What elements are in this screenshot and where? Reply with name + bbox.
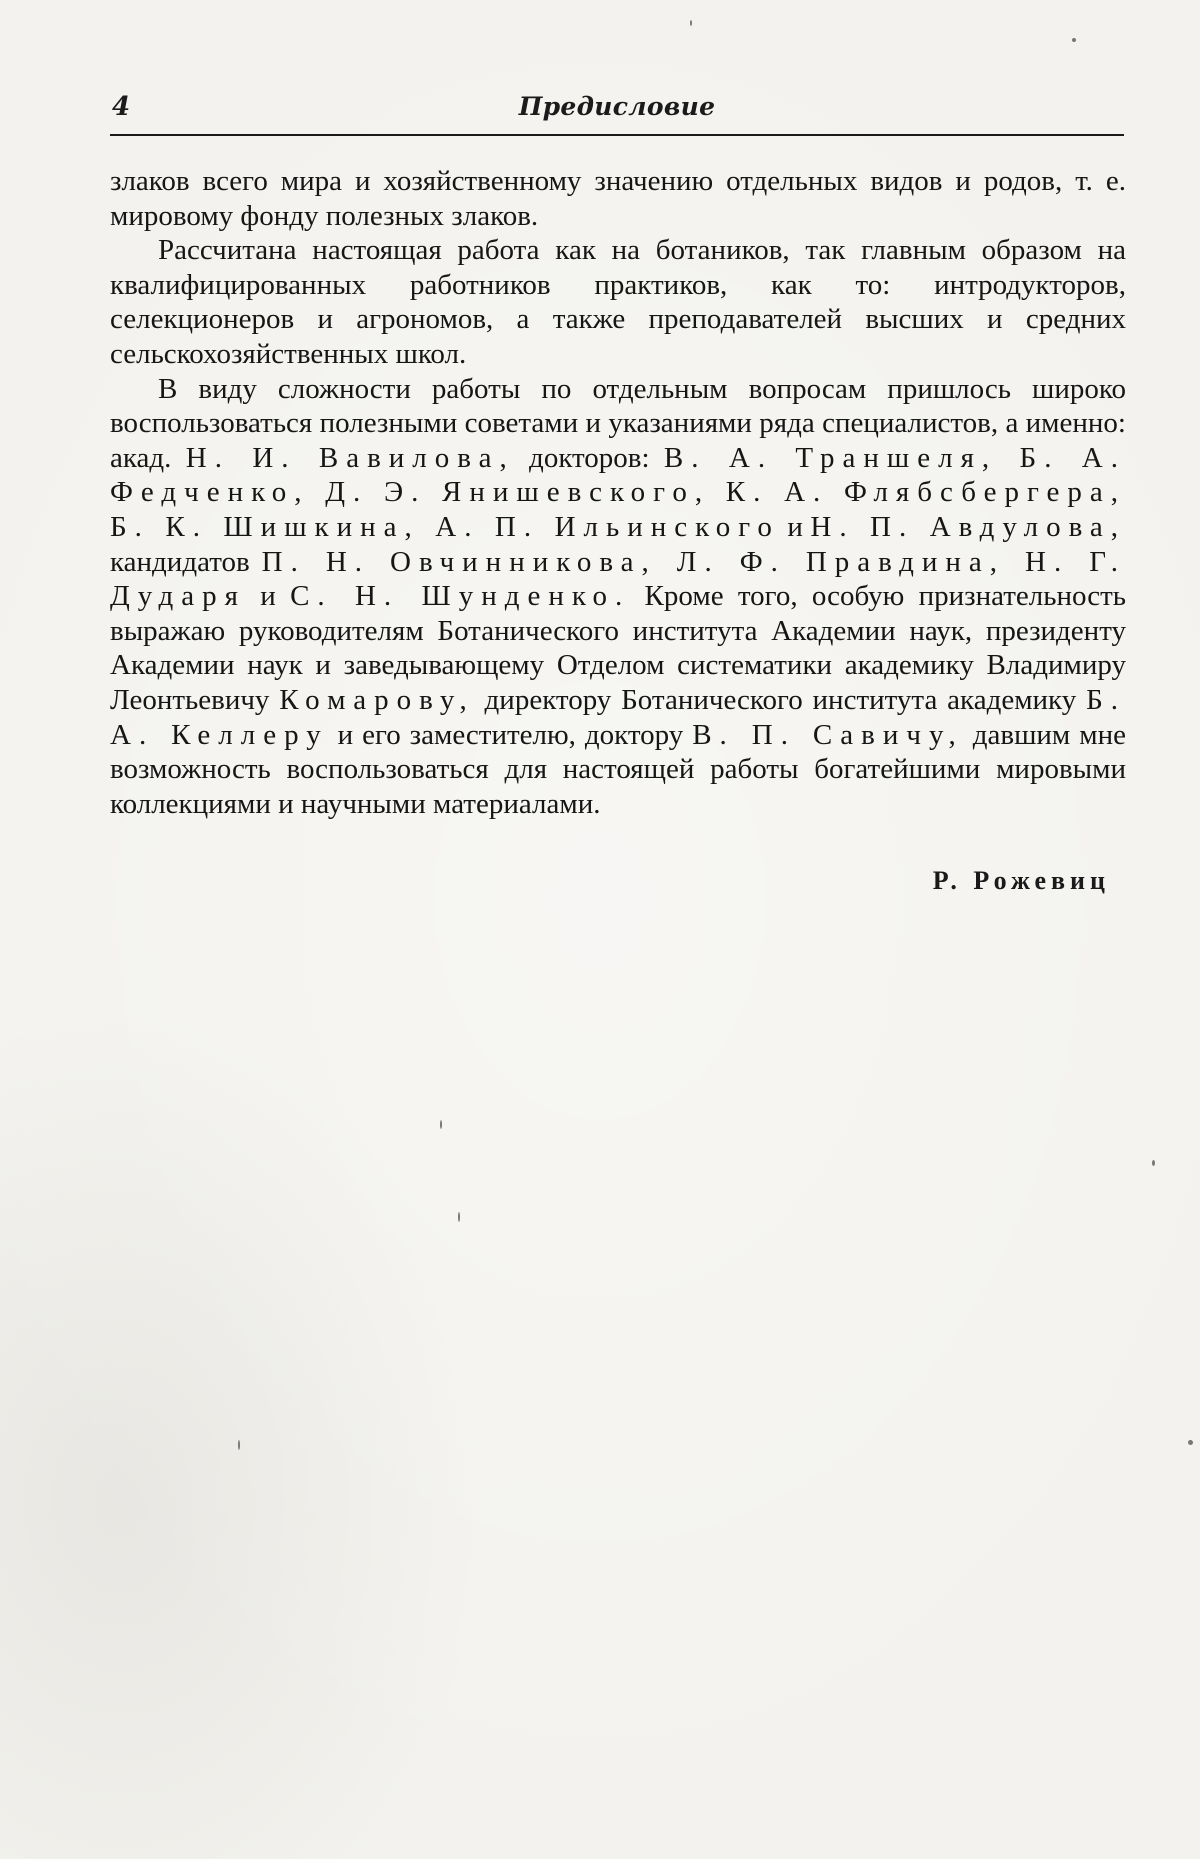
page-header — [110, 88, 1124, 136]
paper-speck — [458, 1212, 460, 1222]
paragraph-3-text-6: Кроме того, особую признательность выражаю руководителям Ботанического института Академии наук, президенту Академии наук и заведывающему Отделом систематики академику Владимиру Леонтьевичу — [110, 580, 1126, 716]
preface-text — [110, 164, 1126, 821]
name-vavilov: Н. И. Вавилова, — [185, 441, 515, 474]
paragraph-3 — [110, 372, 1126, 822]
paragraph-3-text-5: и — [245, 580, 291, 613]
paragraph-3-text-4: кандидатов — [110, 545, 262, 578]
author-signature: Р. Рожевиц — [932, 866, 1110, 895]
names-doctors: В. А. Траншеля, Б. А. Федченко, Д. Э. Янишевского, К. А. Флябсбергера, Б. К. Шишкина, А. П. Ильинского — [110, 441, 1126, 543]
name-avdulov: Н. П. Авдулова, — [810, 510, 1127, 543]
page-number: 4 — [112, 92, 131, 122]
paragraph-3-text-3: и — [779, 510, 811, 543]
paragraph-3-text-7: директору Ботанического института академику — [474, 683, 1087, 716]
paper-speck — [440, 1120, 442, 1129]
paper-speck — [238, 1440, 240, 1450]
name-keller: Б. А. Келлеру — [110, 683, 1126, 751]
paragraph-2: Рассчитана настоящая работа как на ботаников, так главным образом на квалифицированных работников практиков, как то: интродукторов, селекционеров и агрономов, а также преподавателей высших и средних сельскохозяйственных школ. — [110, 234, 1126, 370]
paper-speck — [690, 20, 692, 26]
names-candidates: П. Н. Овчинникова, Л. Ф. Правдина, Н. Г. Дударя — [110, 545, 1126, 613]
name-savich: В. П. Савичу, — [692, 718, 964, 751]
paragraph-3-text-9: давшим мне возможность воспользоваться для настоящей работы богатейшими мировыми коллекциями и научными материалами. — [110, 718, 1126, 820]
paper-speck — [1072, 38, 1076, 42]
paper-speck — [1152, 1160, 1155, 1166]
paragraph-3-text-2: докторов: — [514, 441, 664, 474]
paragraph-3-text-1: В виду сложности работы по отдельным вопросам пришлось широко воспользоваться полезными советами и указаниями ряда специалистов, а именно: акад. — [110, 372, 1126, 474]
running-head: Предисловие — [518, 92, 716, 121]
paragraph-1: злаков всего мира и хозяйственному значению отдельных видов и родов, т. е. мировому фонду полезных злаков. — [110, 165, 1126, 232]
paragraph-3-text-8: и его заместителю, доктору — [328, 718, 693, 751]
name-komarov: Комарову, — [279, 683, 475, 716]
name-shundenko: С. Н. Шунденко. — [290, 580, 631, 613]
paper-speck — [1188, 1440, 1193, 1445]
